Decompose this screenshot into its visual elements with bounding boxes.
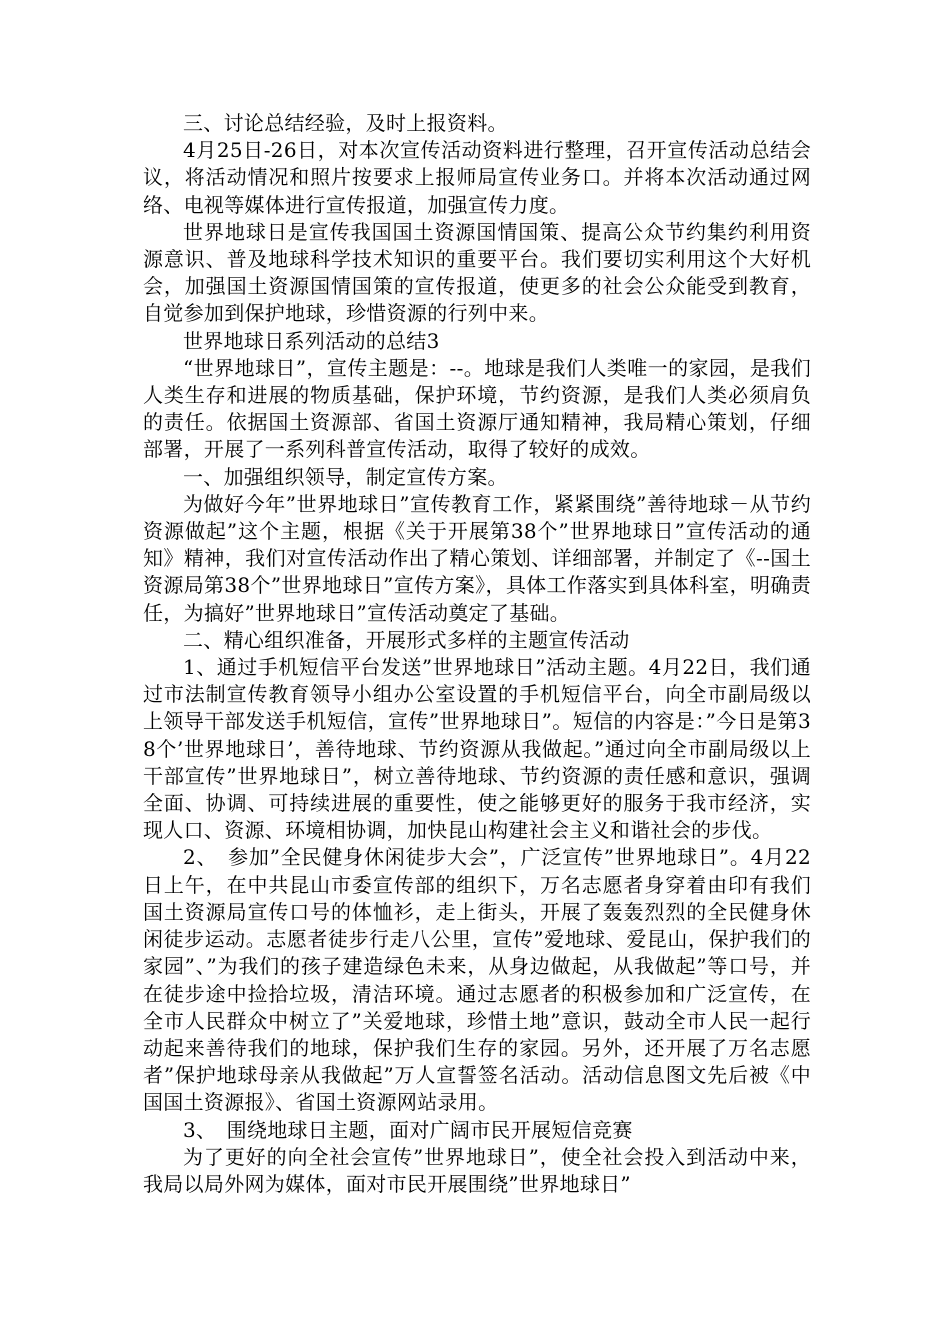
paragraph-sms-platform: 1、通过手机短信平台发送”世界地球日”活动主题。4月22日，我们通过市法制宣传教育领导小组办公室设置的手机短信平台，向全市副局级以上领导干部发送手机短信，宣传”世界地球日”。短信的内容是：”今日是第38个’世界地球日’，善待地球、节约资源从我做起。”通过向全市副局级以上干部宣传”世界地球日”，树立善待地球、节约资源的责任感和意识，强调全面、协调、可持续进展的重要性，使之能够更好的服务于我市经济，实现人口、资源、环境相协调，加快昆山构建社会主义和谐社会的步伐。 [143,655,811,843]
document-body [143,110,811,1198]
paragraph-earth-day-platform: 世界地球日是宣传我国国土资源国情国策、提高公众节约集约利用资源意识、普及地球科学技术知识的重要平台。我们要切实利用这个大好机会，加强国土资源国情国策的宣传报道，使更多的社会公众能受到教育，自觉参加到保护地球，珍惜资源的行列中来。 [143,219,811,326]
paragraph-plan-details: 为做好今年”世界地球日”宣传教育工作，紧紧围绕”善待地球－从节约资源做起”这个主题，根据《关于开展第38个”世界地球日”宣传活动的通知》精神，我们对宣传活动作出了精心策划、详细部署，并制定了《--国土资源局第38个”世界地球日”宣传方案》，具体工作落实到具体科室，明确责任，为搞好”世界地球日”宣传活动奠定了基础。 [143,491,811,625]
paragraph-section-two-heading: 二、精心组织准备，开展形式多样的主题宣传活动 [183,627,630,652]
paragraph-section-three-heading: 三、讨论总结经验，及时上报资料。 [183,111,508,135]
paragraph-summary-meeting: 4月25日-26日，对本次宣传活动资料进行整理，召开宣传活动总结会议，将活动情况和照片按要求上报师局宣传业务口。并将本次活动通过网络、电视等媒体进行宣传报道，加强宣传力度。 [143,138,811,217]
paragraph-theme-intro: “世界地球日”，宣传主题是：--。地球是我们人类唯一的家园，是我们人类生存和进展的物质基础，保护环境，节约资源，是我们人类必须肩负的责任。依据国土资源部、省国土资源厅通知精神，我局精心策划，仔细部署，开展了一系列科普宣传活动，取得了较好的成效。 [143,355,811,462]
paragraph-sms-contest-heading: 3、 围绕地球日主题，面对广阔市民开展短信竞赛 [183,1117,633,1142]
paragraph-walking-event: 2、 参加”全民健身休闲徒步大会”，广泛宣传”世界地球日”。4月22日上午，在中共昆山市委宣传部的组织下，万名志愿者身穿着由印有我们国土资源局宣传口号的体恤衫，走上街头，开展了轰轰烈烈的全民健身休闲徒步运动。志愿者徒步行走八公里，宣传”爱地球、爱昆山，保护我们的家园”、”为我们的孩子建造绿色未来，从身边做起，从我做起”等口号，并在徒步途中捡拾垃圾，清洁环境。通过志愿者的积极参加和广泛宣传，在全市人民群众中树立了”关爱地球，珍惜土地”意识，鼓动全市人民一起行动起来善待我们的地球，保护我们生存的家园。另外，还开展了万名志愿者”保护地球母亲从我做起”万人宣誓签名活动。活动信息图文先后被《中国国土资源报》、省国土资源网站录用。 [143,845,811,1115]
paragraph-sms-contest-body: 为了更好的向全社会宣传”世界地球日”，使全社会投入到活动中来，我局以局外网为媒体，面对市民开展围绕”世界地球日” [143,1144,811,1196]
paragraph-summary-3-title: 世界地球日系列活动的总结3 [183,328,440,353]
paragraph-section-one-heading: 一、加强组织领导，制定宣传方案。 [183,464,508,489]
